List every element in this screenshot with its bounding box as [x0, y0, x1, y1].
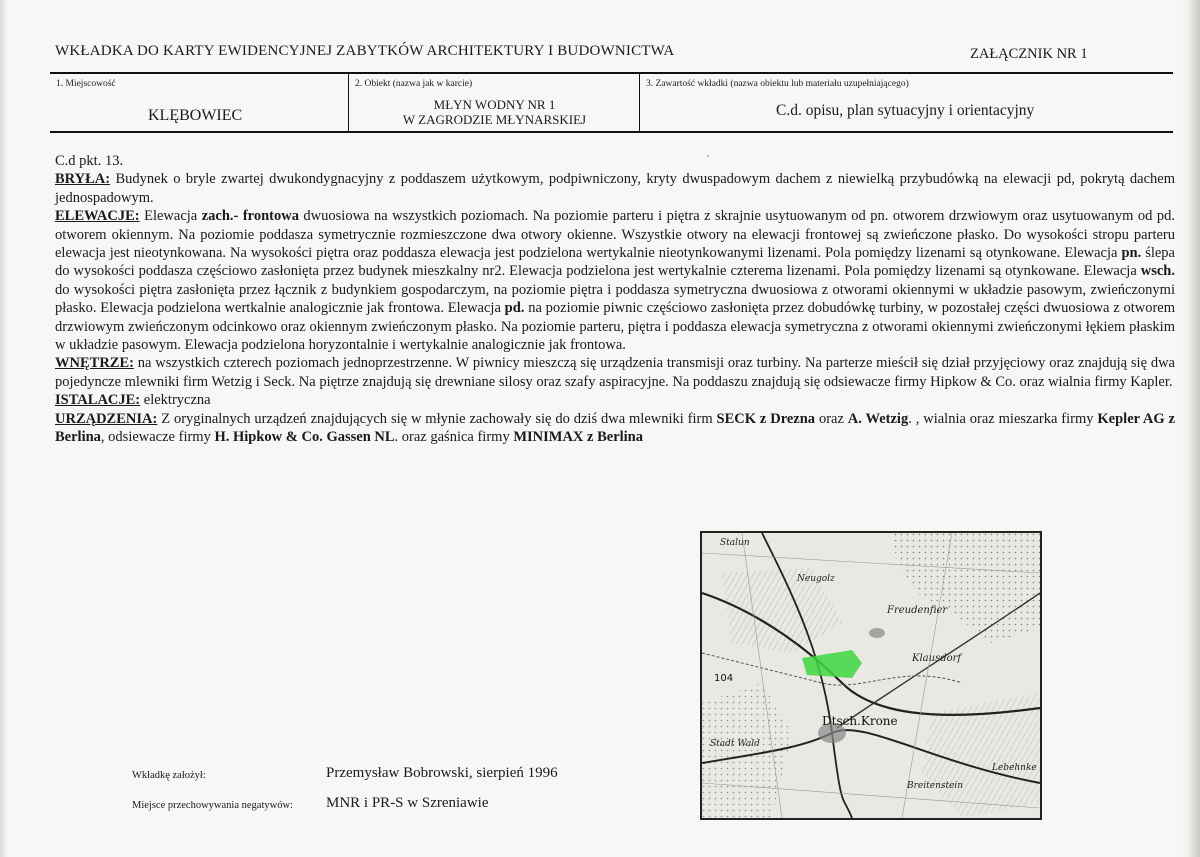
section-heading-bryla: BRYŁA:: [55, 171, 111, 188]
map-drawing: [702, 533, 1040, 818]
section-text: . oraz gaśnica firmy: [394, 429, 514, 446]
orientation-map: [700, 531, 1042, 820]
map-label: Stadt Wald: [710, 739, 760, 749]
locality-cell: [50, 74, 348, 131]
object-value: [349, 97, 640, 127]
section-text: na poziomie piwnic częściowo zasłonięta przez dobudówkę turbiny, w pozostałej części dwuosiowa z otworem drzwiowym zwieńczonym odcinkowo oraz okiennym zwieńczonym płasko. Na poziomie parteru, piętra i poddasza elewacja symetryczna z otworami okiennymi zwieńczonymi łękiem płaskim w układzie pasowym. Elewacja podzielona horyzontalnie i wertykalnie analogicznie jak frontowa.: [55, 300, 1176, 354]
section-wnetrze: [55, 354, 1175, 391]
object-value-line1: MŁYN WODNY NR 1: [433, 97, 556, 112]
map-label: 104: [714, 673, 734, 684]
map-label: Klausdorf: [912, 653, 962, 664]
emphasis-text: SECK z Drezna: [716, 410, 816, 427]
map-label: Breitenstein: [907, 781, 964, 791]
founder-label: Wkładkę założył:: [132, 770, 206, 781]
content-value: C.d. opisu, plan sytuacyjny i orientacyjny: [776, 102, 1035, 119]
emphasis-text: wsch.: [1140, 263, 1175, 280]
emphasis-text: pn.: [1121, 245, 1142, 262]
map-label: Neugolz: [797, 574, 835, 584]
section-heading-urzadzenia: URZĄDZENIA:: [55, 410, 158, 427]
map-label: Stalun: [720, 538, 750, 548]
scan-mark: ⋆: [705, 151, 711, 161]
emphasis-text: Kepler AG z Berlina: [55, 410, 1175, 446]
section-text: oraz: [815, 410, 848, 427]
intro-line: C.d pkt. 13.: [55, 153, 124, 169]
emphasis-text: zach.- frontowa: [201, 208, 299, 225]
section-urzadzenia: [55, 410, 1175, 447]
emphasis-text: H. Hipkow & Co. Gassen NL: [214, 429, 395, 446]
section-bryla: [55, 170, 1175, 207]
section-elewacje: [55, 207, 1175, 354]
scan-edge-left: [0, 0, 8, 857]
locality-value: KLĘBOWIEC: [148, 107, 243, 124]
description-body: [55, 152, 1175, 447]
section-text: , odsiewacze firmy: [100, 429, 215, 446]
emphasis-text: MINIMAX z Berlina: [513, 429, 643, 446]
section-text: ślepa do wysokości poddasza częściowo zasłonięta przez budynek mieszkalny nr2. Elewacja podzielona jest wertykalnie czterema lizenami. Pola pomiędzy lizenami są otynkowane. Elewacja: [55, 245, 1175, 280]
map-label: Freudenfier: [887, 605, 948, 616]
section-text: Budynek o bryle zwartej dwukondygnacyjny z poddaszem użytkowym, podpiwniczony, kryty dwuspadowym dachem z niewielką przybudówką na elewacji pd, pokrytą dachem jednospadowym.: [55, 171, 1175, 206]
storage-label: Miejsce przechowywania negatywów:: [132, 800, 293, 811]
annex-label: ZAŁĄCZNIK NR 1: [970, 46, 1088, 62]
section-heading-elewacje: ELEWACJE:: [55, 208, 140, 225]
object-value-line2: W ZAGRODZIE MŁYNARSKIEJ: [402, 112, 587, 127]
section-text: dwuosiowa na wszystkich poziomach. Na poziomie parteru i piętra z skrajnie usytuowanym od pn. otworem drzwiowym oraz usytuowanym od pd. otworem okiennym. Na poziomie poddasza symetrycznie rozmieszczone dwa otwory okienne. Wszystkie otwory na elewacji frontowej są zwieńczone płasko. Do wysokości stropu parteru elewacja jest nieotynkowana. Na wysokości piętra oraz poddasza elewacja jest podzielona wertykalnie nieotynkowanymi lizenami. Pola pomiędzy lizenami są otynkowane. Elewacja: [55, 208, 1175, 262]
content-cell: [639, 74, 1174, 131]
section-text: Elewacja: [139, 208, 202, 225]
map-label: Dtsch.Krone: [822, 714, 898, 728]
section-text: do wysokości piętra zasłonięta przez łącznik z budynkiem gospodarczym, na poziomie piętra i poddasza symetryczna dwuosiowa z otworami okiennymi w układzie pasowym, zwieńczonymi płasko. Elewacja podzielona wertkalnie analogicznie jak frontowa. Elewacja: [55, 281, 1175, 317]
header-table: [50, 72, 1173, 133]
section-text: Z oryginalnych urządzeń znajdujących się w młynie zachowały się do dziś dwa mlewniki firm: [157, 410, 717, 427]
section-text: na wszystkich czterech poziomach jednoprzestrzenne. W piwnicy mieszczą się urządzenia transmisji oraz turbiny. Na parterze mieścił się dział przyjęciowy oraz znajdują się dwa pojedyncze mlewniki firm Wetzig i Seck. Na piętrze znajdują się drewniane silosy oraz szafy aspiracyjne. Na poddaszu znajdują się odsiewacze firmy Hipkow & Co. oraz wialnia firmy Kapler.: [55, 355, 1175, 390]
emphasis-text: A. Wetzig: [847, 410, 909, 427]
locality-label: 1. Miejscowość: [56, 79, 116, 89]
section-text: . , wialnia oraz mieszarka firmy: [908, 410, 1098, 427]
emphasis-text: pd.: [504, 300, 525, 317]
scan-edge-right: [1182, 0, 1200, 857]
section-heading-instalacje: ISTALACJE:: [55, 392, 141, 409]
object-cell: [348, 74, 640, 131]
map-label: Lebehnke: [992, 763, 1037, 773]
object-label: 2. Obiekt (nazwa jak w karcie): [355, 79, 473, 89]
founder-value: Przemysław Bobrowski, sierpień 1996: [326, 765, 558, 781]
section-text: elektryczna: [140, 392, 211, 409]
section-heading-wnetrze: WNĘTRZE:: [55, 355, 134, 372]
document-title: WKŁADKA DO KARTY EWIDENCYJNEJ ZABYTKÓW ARCHITEKTURY I BUDOWNICTWA: [55, 43, 675, 59]
storage-value: MNR i PR-S w Szreniawie: [326, 795, 489, 811]
content-label: 3. Zawartość wkładki (nazwa obiektu lub materiału uzupełniającego): [646, 79, 909, 89]
section-instalacje: [55, 391, 1175, 409]
